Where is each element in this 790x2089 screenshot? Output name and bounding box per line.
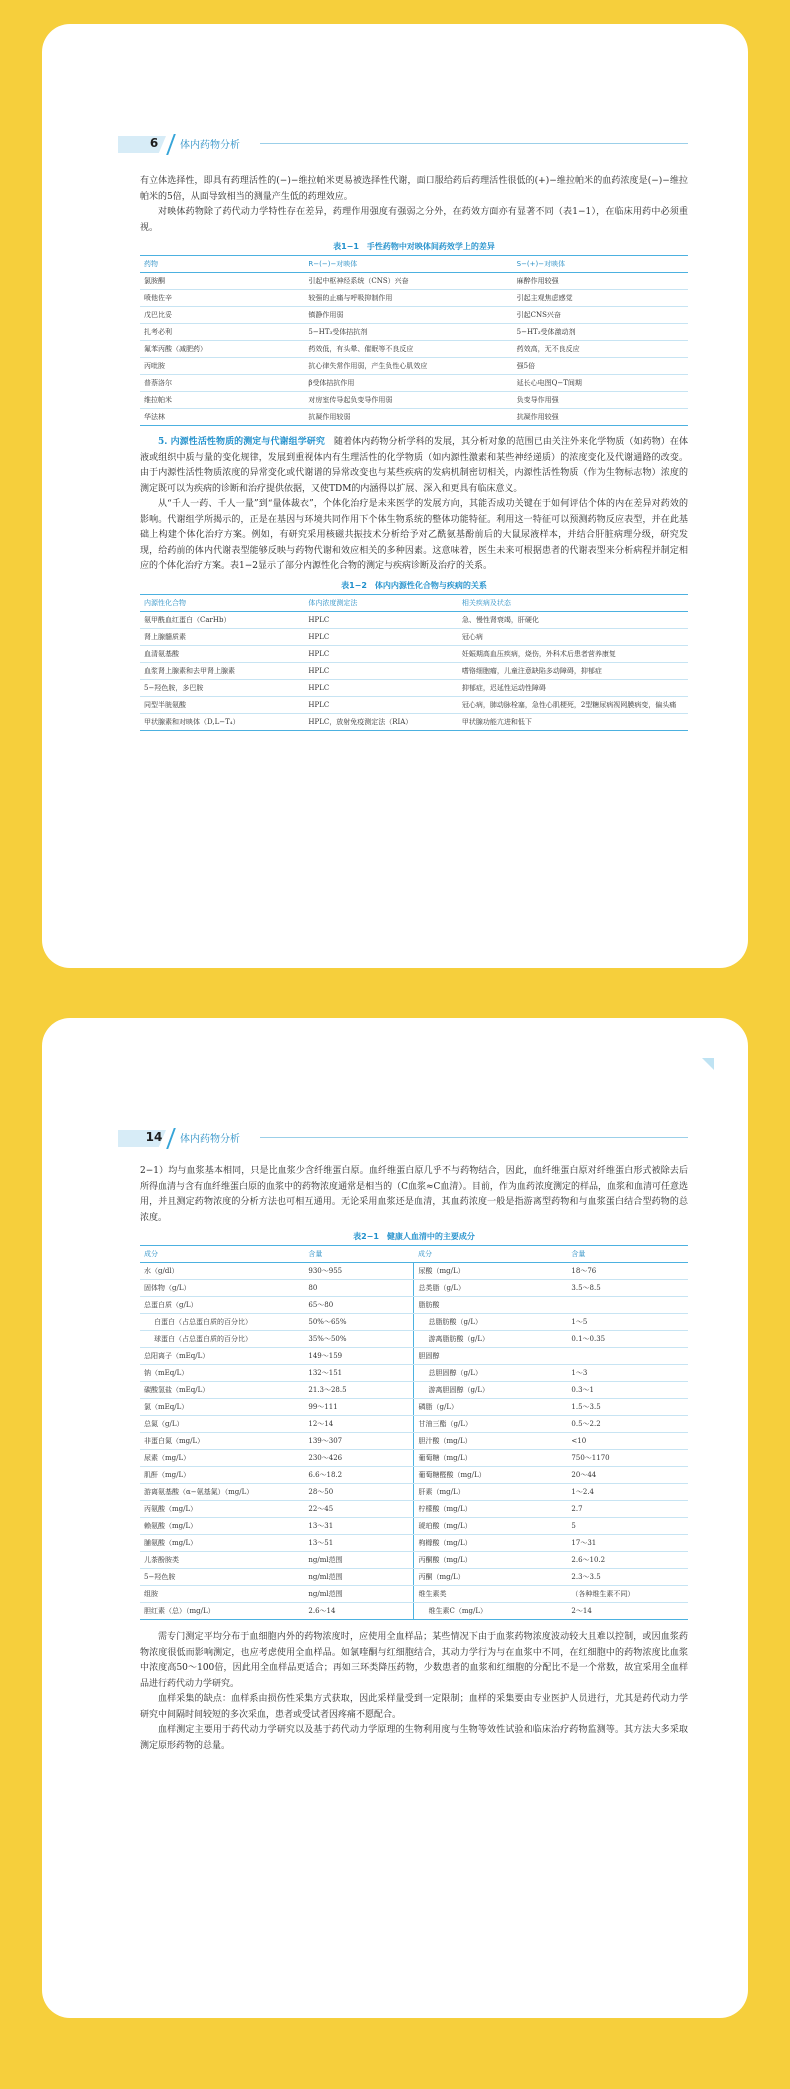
table-cell: 6.6～18.2 [304,1467,414,1484]
table-cell: 同型半胱氨酸 [140,696,304,713]
running-title: 体内药物分析 [180,1134,240,1145]
table-row [140,375,688,392]
table-cell: 149～159 [304,1348,414,1365]
table-cell: 尿素（mg/L） [140,1450,304,1467]
table-row [140,273,688,290]
paragraph: 2−1）均与血浆基本相同，只是比血浆少含纤维蛋白原。血纤维蛋白原几乎不与药物结合，因此，血纤维蛋白原对纤维蛋白形式被除去后所得血清与含有血纤维蛋白原的血浆中的药物浓度通常是相当的（C血浆≈C血清）。目前，作为血药浓度测定的样品，血浆和血清可任意选用，并且测定药物浓度的分析方法也可相互通用。无论采用血浆还是血清，其血药浓度一般是指游离型药物和与血浆蛋白结合型药物的总浓度。 [140,1166,688,1223]
table-cell: 总类脂（g/L） [414,1280,567,1297]
table-cell: ng/ml范围 [304,1552,414,1569]
table-cell: 嗜铬细胞瘤，儿童注意缺陷多动障碍，抑郁症 [458,662,688,679]
table-cell: 65～80 [304,1297,414,1314]
table-cell: 抗凝作用较强 [513,409,688,426]
table-cell: 冠心病，肺动脉栓塞，急性心肌梗死，2型糖尿病视网膜病变，偏头痛 [458,696,688,713]
table-cell: 扎考必利 [140,324,304,341]
table-row [140,1484,688,1501]
table-cell: 132～151 [304,1365,414,1382]
table-cell: 血浆肾上腺素和去甲肾上腺素 [140,662,304,679]
page-card-2 [42,1018,748,2018]
table-cell: 儿茶酚胺类 [140,1552,304,1569]
table-cell: 氯（mEq/L） [140,1399,304,1416]
section-text: 随着体内药物分析学科的发展，其分析对象的范围已由关注外来化学物质（如药物）在体液或组织中质与量的变化规律，发展到重视体内有生理活性的化学物质（如内源性激素和某些神经递质）的浓度变化及代谢通路的改变。由于内源性活性物质浓度的异常变化或代谢谱的异常改变也与某些疾病的发病机制密切相关，内源性活性物质（作为生物标志物）浓度的测定既可以为疾病的诊断和治疗提供依据，又使TDM的内涵得以扩展、深入和更具有临床意义。 [140,437,688,494]
column-header: 含量 [567,1246,688,1263]
header-rule [260,143,688,144]
table-cell: 80 [304,1280,414,1297]
table-cell: 930～955 [304,1263,414,1280]
table-cell: 氨甲酰血红蛋白（CarHb） [140,611,304,628]
table-cell: 28～50 [304,1484,414,1501]
table-cell: 22～45 [304,1501,414,1518]
paragraph: 需专门测定平均分布于血细胞内外的药物浓度时，应使用全血样品；某些情况下由于血浆药物浓度波动较大且难以控制，或因血浆药物浓度很低而影响测定，也应考虑使用全血样品。如氯喹酮与红细胞结合，其动力学行为与在血浆中不同，在红细胞中的药物浓度比血浆中浓度高50～100倍，因此用全血样品更适合；再如三环类降压药物，少数患者的血浆和红细胞的分配比不是一个常数，故宜采用全血样品进行药代动力学研究。 [140,1632,688,1689]
page-content-1 [140,134,688,731]
table-cell: 妊娠期高血压疾病，烧伤，外科术后患者营养康复 [458,645,688,662]
table-cell: <10 [567,1433,688,1450]
table-cell: 游离胆固醇（g/L） [414,1382,567,1399]
table-cell: 肾上腺髓质素 [140,628,304,645]
table-cell [567,1297,688,1314]
table-cell: 丙吡胺 [140,358,304,375]
table-cell: 2.6～10.2 [567,1552,688,1569]
table-cell: HPLC [304,645,457,662]
table-row [140,1467,688,1484]
table-cell: HPLC [304,628,457,645]
table-cell: 游离氨基酸（α−氨基氮）（mg/L） [140,1484,304,1501]
table-cell: 抑郁症，迟延性运动性障碍 [458,679,688,696]
table-row [140,611,688,628]
table-cell: 琥珀酸（mg/L） [414,1518,567,1535]
table-cell: 急、慢性肾衰竭，肝硬化 [458,611,688,628]
table-row [140,1331,688,1348]
table-cell: 负变导作用强 [513,392,688,409]
table-cell: 对房室传导起负变导作用弱 [304,392,512,409]
table-cell: 抗心律失常作用弱，产生负性心肌效应 [304,358,512,375]
table-cell: 35%～50% [304,1331,414,1348]
table-cell: 药效低，有头晕、催眠等不良反应 [304,341,512,358]
table-cell: 1～2.4 [567,1484,688,1501]
table-cell: 戊巴比妥 [140,307,304,324]
table-cell: 50%～65% [304,1314,414,1331]
column-header: 内源性化合物 [140,594,304,611]
table-cell: β受体拮抗作用 [304,375,512,392]
table-cell: 引起中枢神经系统（CNS）兴奋 [304,273,512,290]
table-serum-components [140,1245,688,1620]
table-row [140,324,688,341]
table-cell: 组胺 [140,1586,304,1603]
table-row [140,713,688,730]
table-row [140,1399,688,1416]
table-cell: 脂肪酸 [414,1297,567,1314]
table-cell: 0.1～0.35 [567,1331,688,1348]
paragraph: 有立体选择性，即具有药理活性的(−)−维拉帕米更易被选择性代谢，面口服给药后药理活性很低的(+)−维拉帕米的血药浓度是(−)−维拉帕米的5倍，从面导致相当的测量产生低的药理效应。 [140,176,688,202]
page-card-1 [42,24,748,968]
paragraph: 血样采集的缺点：血样系由损伤性采集方式获取，因此采样量受到一定限制；血样的采集要由专业医护人员进行，尤其是药代动力学研究中间隔时间较短的多次采血，患者或受试者因疼痛不愿配合。 [140,1694,688,1720]
table-cell: 17～31 [567,1535,688,1552]
table-cell: 血清氨基酸 [140,645,304,662]
table-cell: 总蛋白质（g/L） [140,1297,304,1314]
table-cell: 维生素类 [414,1586,567,1603]
table-cell: 胆汁酸（mg/L） [414,1433,567,1450]
table-cell: HPLC，放射免疫测定法（RIA） [304,713,457,730]
table-cell: 白蛋白（占总蛋白质的百分比） [140,1314,304,1331]
table-cell: （各种维生素不同） [567,1586,688,1603]
table-cell: 1.5～3.5 [567,1399,688,1416]
table-cell: 氯胺酮 [140,273,304,290]
table-row [140,1433,688,1450]
table-cell: 较强的止痛与呼吸抑制作用 [304,290,512,307]
table-cell: HPLC [304,662,457,679]
table-row [140,1535,688,1552]
table-cell: 甲状腺功能亢进和低下 [458,713,688,730]
table-cell: ng/ml范围 [304,1586,414,1603]
column-header: R−(−)−对映体 [304,256,512,273]
table-cell: 13～31 [304,1518,414,1535]
table-row [140,679,688,696]
page-header [140,1128,688,1150]
table-cell: 冠心病 [458,628,688,645]
table-row [140,1348,688,1365]
table-row [140,645,688,662]
table-row [140,1603,688,1620]
table-cell: 引起CNS兴奋 [513,307,688,324]
table-cell: 甲状腺素和对映体（D,L−T₄） [140,713,304,730]
table-cell: 丙酮（mg/L） [414,1569,567,1586]
page-content-2 [140,1128,688,1754]
corner-fold-icon [702,1058,714,1070]
table-cell: 230～426 [304,1450,414,1467]
table-cell: 总胆固醇（g/L） [414,1365,567,1382]
table-cell: 139～307 [304,1433,414,1450]
table-cell: 水（g/dl） [140,1263,304,1280]
table-cell: 碳酸氢盐（mEq/L） [140,1382,304,1399]
table-cell: 5−HT₃受体激动剂 [513,324,688,341]
page-number: 6 [149,136,159,150]
table-cell: 甘油三酯（g/L） [414,1416,567,1433]
table-cell: 99～111 [304,1399,414,1416]
table-cell: 0.3～1 [567,1382,688,1399]
table-row [140,1552,688,1569]
table-cell: 12～14 [304,1416,414,1433]
table-cell: 延长心电图Q−T间期 [513,375,688,392]
table-cell: 赖氨酸（mg/L） [140,1518,304,1535]
table-cell [567,1348,688,1365]
table-cell: 磷脂（g/L） [414,1399,567,1416]
table-cell: 2.3～3.5 [567,1569,688,1586]
table-cell: 丙氨酸（mg/L） [140,1501,304,1518]
table-row [140,628,688,645]
table-cell: ng/ml范围 [304,1569,414,1586]
paragraph: 血样测定主要用于药代动力学研究以及基于药代动力学原理的生物利用度与生物等效性试验和临床治疗药物监测等。其方法大多采取测定原形药物的总量。 [140,1725,688,1751]
table-cell: 胆红素（总）（mg/L） [140,1603,304,1620]
table-row [140,1450,688,1467]
table-cell: 肌酐（mg/L） [140,1467,304,1484]
column-header: 成分 [140,1246,304,1263]
table-caption: 表2−1 健康人血清中的主要成分 [353,1232,475,1241]
table-cell: 3.5～8.5 [567,1280,688,1297]
column-header: 药物 [140,256,304,273]
table-cell: 13～51 [304,1535,414,1552]
table-row [140,341,688,358]
table-cell: 2.7 [567,1501,688,1518]
table-cell: 药效高，无不良反应 [513,341,688,358]
table-row [140,1365,688,1382]
table-cell: 强5倍 [513,358,688,375]
table-row [140,1569,688,1586]
table-cell: 麻醉作用较强 [513,273,688,290]
table-cell: 2.6～14 [304,1603,414,1620]
table-row [140,1518,688,1535]
table-caption: 表1−2 体内内源性化合物与疾病的关系 [341,580,487,590]
table-cell: 750～1170 [567,1450,688,1467]
table-cell: 喷他佐辛 [140,290,304,307]
table-cell: 21.3～28.5 [304,1382,414,1399]
table-cell: 固体物（g/L） [140,1280,304,1297]
table-cell: 葡萄糖（mg/L） [414,1450,567,1467]
column-header: 相关疾病及状态 [458,594,688,611]
page-header [140,134,688,156]
table-cell: 维生素C（mg/L） [414,1603,567,1620]
table-cell: 肝素（mg/L） [414,1484,567,1501]
column-header: 体内浓度测定法 [304,594,457,611]
column-header: 成分 [414,1246,567,1263]
table-row [140,358,688,375]
table-cell: 5−HT₃受体拮抗剂 [304,324,512,341]
table-row [140,1314,688,1331]
table-endogenous-compounds [140,594,688,731]
table-cell: 18～76 [567,1263,688,1280]
table-cell: 5 [567,1518,688,1535]
table-cell: 5−羟色胺 [140,1569,304,1586]
section-heading: 5. 内源性活性物质的测定与代谢组学研究 [158,437,325,447]
table-cell: 游离脂肪酸（g/L） [414,1331,567,1348]
table-cell: 维拉帕米 [140,392,304,409]
paragraph [140,435,688,497]
table-cell: HPLC [304,611,457,628]
table-cell: 非蛋白氮（mg/L） [140,1433,304,1450]
table-row [140,409,688,426]
table-cell: 总阳离子（mEq/L） [140,1348,304,1365]
table-chiral-drugs [140,255,688,426]
table-cell: 5−羟色胺，多巴胺 [140,679,304,696]
paragraph: 对映体药物除了药代动力学特性存在差异，药理作用强度有强弱之分外，在药效方面亦有显著不同（表1−1），在临床用药中必须重视。 [140,207,688,233]
table-row [140,1297,688,1314]
page-number: 14 [145,1130,163,1144]
table-cell: HPLC [304,679,457,696]
table-cell: 0.5～2.2 [567,1416,688,1433]
table-row [140,1263,688,1280]
table-cell: 华法林 [140,409,304,426]
table-row [140,392,688,409]
table-cell: 1～5 [567,1314,688,1331]
table-caption: 表1−1 手性药物中对映体间药效学上的差异 [333,242,495,251]
table-row [140,1382,688,1399]
table-row [140,696,688,713]
table-row [140,662,688,679]
header-rule [260,1137,688,1138]
table-row [140,1501,688,1518]
table-cell: 丙酮酸（mg/L） [414,1552,567,1569]
table-cell: 胆固醇 [414,1348,567,1365]
table-cell: 镇静作用弱 [304,307,512,324]
table-cell: 脯氨酸（mg/L） [140,1535,304,1552]
column-header: S−(+)−对映体 [513,256,688,273]
table-cell: 普萘洛尔 [140,375,304,392]
table-cell: 球蛋白（占总蛋白质的百分比） [140,1331,304,1348]
table-cell: 氟苯丙酸（减肥药） [140,341,304,358]
table-cell: 总氮（g/L） [140,1416,304,1433]
column-header: 含量 [304,1246,414,1263]
table-cell: HPLC [304,696,457,713]
table-row [140,1586,688,1603]
paragraph: 从“千人一药、千人一量”到“量体裁衣”，个体化治疗是未来医学的发展方向，其能否成功关键在于如何评估个体的内在差异对药效的影响。代谢组学所揭示的，正是在基因与环境共同作用下个体生物系统的整体功能特征。利用这一特征可以预测药物反应表型，并在此基础上构建个体化治疗方案。例如，有研究采用核磁共振技术分析给予对乙酰氨基酚前后的大鼠尿液样本，并结合肝脏病理分级，研究发现，给药前的体内代谢表型能够反映与药物代谢和效应相关的多种因素。这意味着，医生未来可根据患者的代谢表型来分析病程并制定相应的个体化治疗方案。表1−2显示了部分内源性化合物的测定与疾病诊断及治疗的关系。 [140,499,688,571]
running-title: 体内药物分析 [180,140,240,151]
table-cell: 总脂肪酸（g/L） [414,1314,567,1331]
table-cell: 尿酸（mg/L） [414,1263,567,1280]
table-cell: 引起主观焦虑感觉 [513,290,688,307]
table-cell: 2～14 [567,1603,688,1620]
table-cell: 1～3 [567,1365,688,1382]
table-row [140,1416,688,1433]
table-cell: 钠（mEq/L） [140,1365,304,1382]
table-row [140,307,688,324]
table-cell: 柠檬酸（mg/L） [414,1501,567,1518]
table-cell: 抗凝作用较弱 [304,409,512,426]
table-row [140,290,688,307]
table-cell: 葡萄糖醛酸（mg/L） [414,1467,567,1484]
table-cell: 枸橼酸（mg/L） [414,1535,567,1552]
table-cell: 20～44 [567,1467,688,1484]
table-row [140,1280,688,1297]
